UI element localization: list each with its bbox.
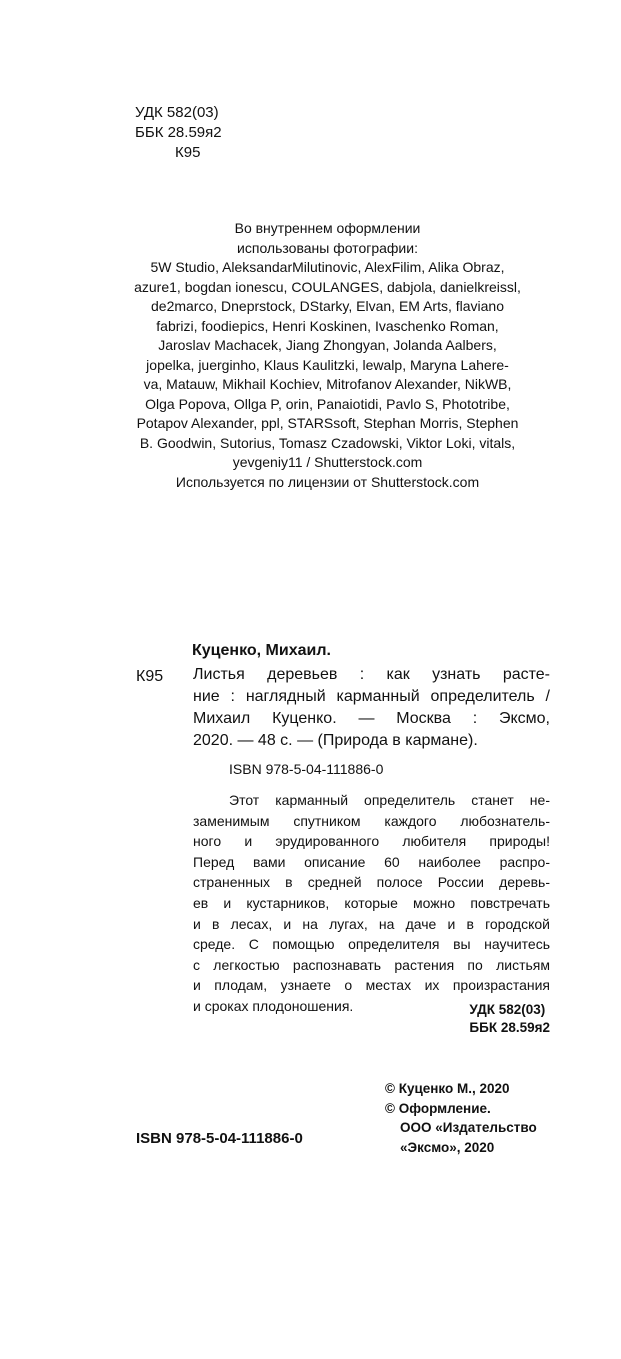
- copyright-author: © Куценко М., 2020: [385, 1081, 510, 1096]
- annotation-line: и сроках плодоношения.: [193, 997, 354, 1014]
- publisher-line: «Эксмо», 2020: [400, 1139, 495, 1155]
- bib-line: ние : наглядный карманный определитель /: [193, 688, 550, 705]
- credit-line: fabrizi, foodiepics, Henri Koskinen, Ivaschenko Roman,: [156, 317, 499, 334]
- credit-line: va, Matauw, Mikhail Kochiev, Mitrofanov Alexander, NikWB,: [143, 376, 512, 392]
- annotation-line: ев и кустарников, которые можно повстречать: [193, 894, 550, 911]
- bbk-code-bold: ББК 28.59я2: [469, 1020, 550, 1035]
- annotation-line: заменимым спутником каждого любознатель-: [193, 812, 550, 829]
- bib-line: Листья деревьев : как узнать расте-: [193, 666, 550, 683]
- credit-line: jopelka, juerginho, Klaus Kaulitzki, lewalp, Maryna Lahere-: [146, 356, 509, 373]
- annotation-line: и в лесах, и на лугах, на даче и в городской: [193, 915, 550, 932]
- bib-author: Куценко, Михаил.: [192, 642, 331, 659]
- annotation-line: с легкостью распознавать растения по листьям: [193, 956, 550, 973]
- top-classification-codes: [135, 103, 222, 163]
- footer-isbn: ISBN 978-5-04-111886-0: [136, 1130, 303, 1147]
- credit-line: Olga Popova, Ollga P, orin, Panaiotidi, Pavlo S, Phototribe,: [145, 395, 510, 412]
- credit-line: yevgeniy11 / Shutterstock.com: [232, 454, 423, 470]
- credit-line: Jaroslav Machacek, Jiang Zhongyan, Jolanda Aalbers,: [158, 337, 497, 353]
- credit-line: Во внутреннем оформлении: [234, 220, 421, 236]
- copyright-block: [385, 1079, 537, 1157]
- credit-line: azure1, bogdan ionescu, COULANGES, dabjola, danielkreissl,: [134, 278, 521, 295]
- annotation-line: среде. С помощью определителя вы научитесь: [193, 936, 550, 953]
- publisher-line: ООО «Издательство: [400, 1120, 537, 1135]
- credit-line: использованы фотографии:: [237, 239, 418, 256]
- author-mark: К95: [175, 144, 201, 161]
- udk-code: УДК 582(03): [135, 104, 219, 121]
- credit-line: B. Goodwin, Sutorius, Tomasz Czadowski, Viktor Loki, vitals,: [139, 434, 516, 451]
- bib-isbn: ISBN 978-5-04-111886-0: [229, 761, 384, 777]
- credit-line: 5W Studio, AleksandarMilutinovic, AlexFilim, Alika Obraz,: [150, 259, 505, 275]
- bib-description: [193, 664, 550, 752]
- bottom-classification: [469, 1001, 550, 1037]
- bib-line: 2020. — 48 с. — (Природа в кармане).: [193, 732, 478, 749]
- annotation-line: Этот карманный определитель станет не-: [229, 792, 550, 808]
- annotation-line: и плодам, узнаете о местах их произрастания: [193, 977, 550, 994]
- copyright-design: © Оформление.: [385, 1100, 491, 1116]
- udk-code-bold: УДК 582(03): [469, 1002, 546, 1017]
- credit-line: Potapov Alexander, ppl, STARSsoft, Stephan Morris, Stephen: [136, 415, 519, 431]
- credit-line: de2marco, Dneprstock, DStarky, Elvan, EM Arts, flaviano: [151, 298, 504, 314]
- annotation: [193, 790, 550, 1017]
- annotation-line: ного и эрудированного любителя природы!: [193, 833, 550, 850]
- bib-line: Михаил Куценко. — Москва : Эксмо,: [193, 710, 550, 727]
- bbk-code: ББК 28.59я2: [135, 124, 222, 141]
- bib-author-mark: К95: [136, 668, 164, 685]
- annotation-line: страненных в средней полосе России деревь-: [193, 874, 550, 891]
- credit-line: Используется по лицензии от Shutterstock.com: [175, 473, 480, 490]
- annotation-line: Перед вами описание 60 наиболее распро-: [193, 853, 550, 870]
- photo-credits: [130, 219, 525, 492]
